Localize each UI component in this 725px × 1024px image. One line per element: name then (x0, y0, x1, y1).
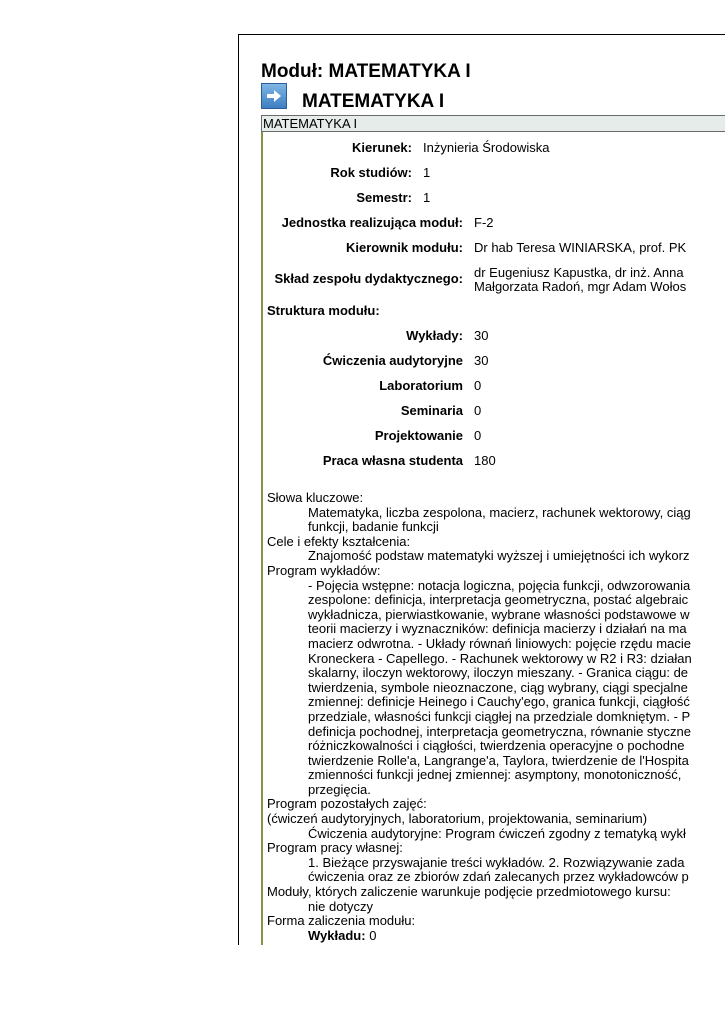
field-value-kierunek: Inżynieria Środowiska (423, 140, 550, 155)
structure-value-cwiczenia: 30 (474, 353, 489, 368)
keywords-text: Matematyka, liczba zespolona, macierz, rachunek wektorowy, ciąg funkcji, badanie funkcji (308, 504, 691, 535)
module-heading: Moduł: MATEMATYKA I (261, 61, 471, 82)
field-value-rok: 1 (423, 165, 431, 180)
structure-value-laboratorium: 0 (474, 378, 482, 393)
lectures-heading: Program wykładów: (267, 562, 381, 578)
other-classes-subheading: (ćwiczeń audytoryjnych, laboratorium, projektowania, seminarium) (267, 811, 648, 827)
field-label-semestr: Semestr: (356, 190, 412, 205)
field-label-kierunek: Kierunek: (352, 140, 412, 155)
structure-value-projektowanie: 0 (474, 428, 482, 443)
field-value-jednostka: F-2 (474, 215, 494, 230)
assessment-row (267, 929, 725, 944)
prerequisites-heading: Moduły, których zaliczenie warunkuje podjęcie przedmiotowego kursu: (267, 884, 671, 900)
structure-label-projektowanie: Projektowanie (374, 428, 463, 443)
assessment-heading: Forma zaliczenia modułu: (267, 913, 416, 929)
self-study-text: 1. Bieżące przyswajanie treści wykładów. 2. Rozwiązywanie zada ćwiczenia oraz ze zbiorów zdań zalecanych przez wykładowców p (308, 854, 689, 885)
field-label-jednostka: Jednostka realizująca moduł: (281, 215, 463, 230)
keywords-heading: Słowa kluczowe: (267, 490, 364, 505)
structure-value-wyklady: 30 (474, 328, 489, 343)
assessment-label: Wykładu: (308, 927, 366, 943)
prerequisites-text: nie dotyczy (308, 898, 374, 914)
self-study-heading: Program pracy własnej: (267, 840, 403, 856)
structure-label-seminaria: Seminaria (400, 403, 463, 418)
lectures-text: - Pojęcia wstępne: notacja logiczna, pojęcia funkcji, odwzorowania zespolone: definicja, interpretacja geometryczna, postać algebraic wykładnicza, pierwiastkowanie, wybrane własności podstawowe w teorii macierzy i wyznaczników: definicja macierzy i działań na ma macierz odwrotna. - Układy równań liniowych: pojęcie rzędu macie Kroneckera - Capellego. - Rachunek wektorowy w R2 i R3: działan skalarny, iloczyn wektorowy, iloczyn mieszany. - Granica ciągu: de twierdzenia, symbole nieoznaczone, ciąg wybrany, ciągi specjalne zmiennej: definicje Heinego i Cauchy'ego, granica funkcji, ciągłość przedziale, własności funkcji ciągłej na przedziale domkniętym. - P definicja pochodnej, interpretacja geometryczna, równanie styczne różniczkowalności i ciągłości, twierdzenia operacyjne o pochodne twierdzenie Rolle'a, Langrange'a, Taylora, twierdzenie de l'Hospita zmienności funkcji jednej zmiennej: asymptony, monotoniczność, przegięcia. (308, 577, 692, 797)
other-classes-text: Ćwiczenia audytoryjne: Program ćwiczeń zgodny z tematyką wykł (308, 825, 686, 841)
field-value-kierownik: Dr hab Teresa WINIARSKA, prof. PK (474, 240, 687, 255)
module-title: MATEMATYKA I (302, 91, 445, 112)
structure-label-cwiczenia: Ćwiczenia audytoryjne (322, 353, 463, 368)
structure-value-seminaria: 0 (474, 403, 482, 418)
structure-label-laboratorium: Laboratorium (379, 378, 463, 393)
arrow-right-icon[interactable] (261, 83, 287, 109)
structure-label-praca-wlasna: Praca własna studenta (322, 453, 463, 468)
field-value-sklad-line1: dr Eugeniusz Kapustka, dr inż. Anna (474, 265, 684, 280)
field-value-sklad-line2: Małgorzata Radoń, mgr Adam Wołos (474, 279, 687, 294)
other-classes-heading: Program pozostałych zajęć: (267, 796, 427, 812)
field-label-sklad: Skład zespołu dydaktycznego: (274, 271, 463, 286)
description-block (267, 491, 725, 943)
structure-label-wyklady: Wykłady: (406, 328, 463, 343)
structure-value-praca-wlasna: 180 (474, 453, 496, 468)
field-value-semestr: 1 (423, 190, 431, 205)
goals-text: Znajomość podstaw matematyki wyższej i umiejętności ich wykorz (308, 548, 690, 564)
field-label-rok: Rok studiów: (330, 165, 412, 180)
document-page (238, 34, 725, 945)
field-label-kierownik: Kierownik modułu: (346, 240, 463, 255)
goals-heading: Cele i efekty kształcenia: (267, 533, 411, 549)
structure-heading: Struktura modułu: (267, 303, 380, 318)
title-bar: MATEMATYKA I (261, 115, 725, 132)
assessment-value: 0 (369, 927, 377, 943)
